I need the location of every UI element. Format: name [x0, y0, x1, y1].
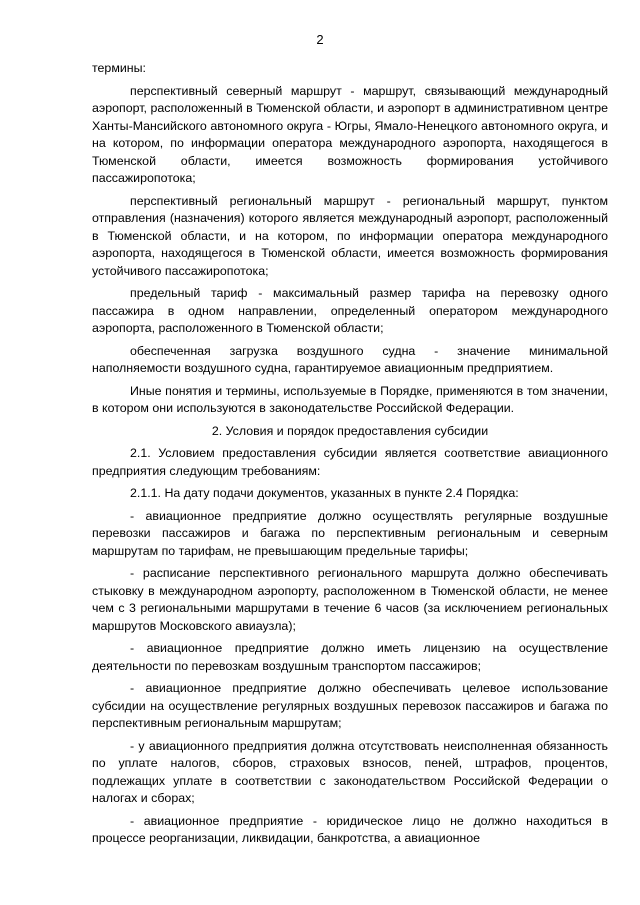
paragraph-northern-route: перспективный северный маршрут - маршрут, связывающий международный аэропорт, расположенный в Тюменской области, и аэропорт в административном центре Ханты-Мансийского автономного округа - Югры, Ямало-Ненецкого автономного округа, и на котором, по информации оператора международного аэропорта, находящегося в Тюменской области, имеется возможность формирования устойчивого пассажиропотока;	[92, 83, 608, 185]
list-item-regular-flights: - авиационное предприятие должно осуществлять регулярные воздушные перевозки пассажиров и багажа по перспективным региональным и северным маршрутам по тарифам, не превышающим предельные тарифы;	[92, 508, 608, 558]
list-item-target-use: - авиационное предприятие должно обеспечивать целевое использование субсидии на осуществление регулярных воздушных перевозок пассажиров и багажа по перспективным региональным маршрутам;	[92, 681, 608, 730]
page-number: 2	[316, 32, 324, 47]
paragraph-2-1: 2.1. Условием предоставления субсидии является соответствие авиационного предприятия следующим требованиям:	[92, 446, 608, 478]
paragraph-other-terms: Иные понятия и термины, используемые в Порядке, применяются в том значении, в котором они используются в законодательстве Российской Федерации.	[92, 383, 608, 415]
list-item-reorganization: - авиационное предприятие - юридическое лицо не должно находиться в процессе реорганизации, ликвидации, банкротства, а авиационное	[92, 813, 608, 845]
document-body	[92, 60, 608, 853]
list-item-schedule: - расписание перспективного регионального маршрута должно обеспечивать стыковку в международном аэропорту, расположенном в Тюменской области, не менее чем с 3 региональными маршрутами в течение 6 часов (за исключением региональных маршрутов Московского авиаузла);	[92, 566, 608, 633]
section-heading: 2. Условия и порядок предоставления субсидии	[211, 423, 489, 438]
list-item-tax-debt: - у авиационного предприятия должна отсутствовать неисполненная обязанность по уплате налогов, сборов, страховых взносов, пеней, штрафов, процентов, подлежащих уплате в соответствии с законодательством Российской Федерации о налогах и сборах;	[92, 738, 608, 805]
paragraph-2-1-1: 2.1.1. На дату подачи документов, указанных в пункте 2.4 Порядка:	[130, 486, 519, 500]
list-item-license: - авиационное предприятие должно иметь лицензию на осуществление деятельности по перевозкам воздушным транспортом пассажиров;	[92, 641, 608, 673]
paragraph-regional-route: перспективный региональный маршрут - региональный маршрут, пунктом отправления (назначения) которого является международный аэропорт, расположенный в Тюменской области, и на котором, по информации оператора международного аэропорта, находящегося в Тюменской области, имеется возможность формирования устойчивого пассажиропотока;	[92, 193, 608, 278]
paragraph-guaranteed-load: обеспеченная загрузка воздушного судна - значение минимальной наполняемости воздушного судна, гарантируемое авиационным предприятием.	[92, 343, 608, 375]
paragraph-max-tariff: предельный тариф - максимальный размер тарифа на перевозку одного пассажира в одном направлении, определенный оператором международного аэропорта, расположенного в Тюменской области;	[92, 286, 608, 335]
paragraph-terms-intro: термины:	[92, 61, 146, 75]
